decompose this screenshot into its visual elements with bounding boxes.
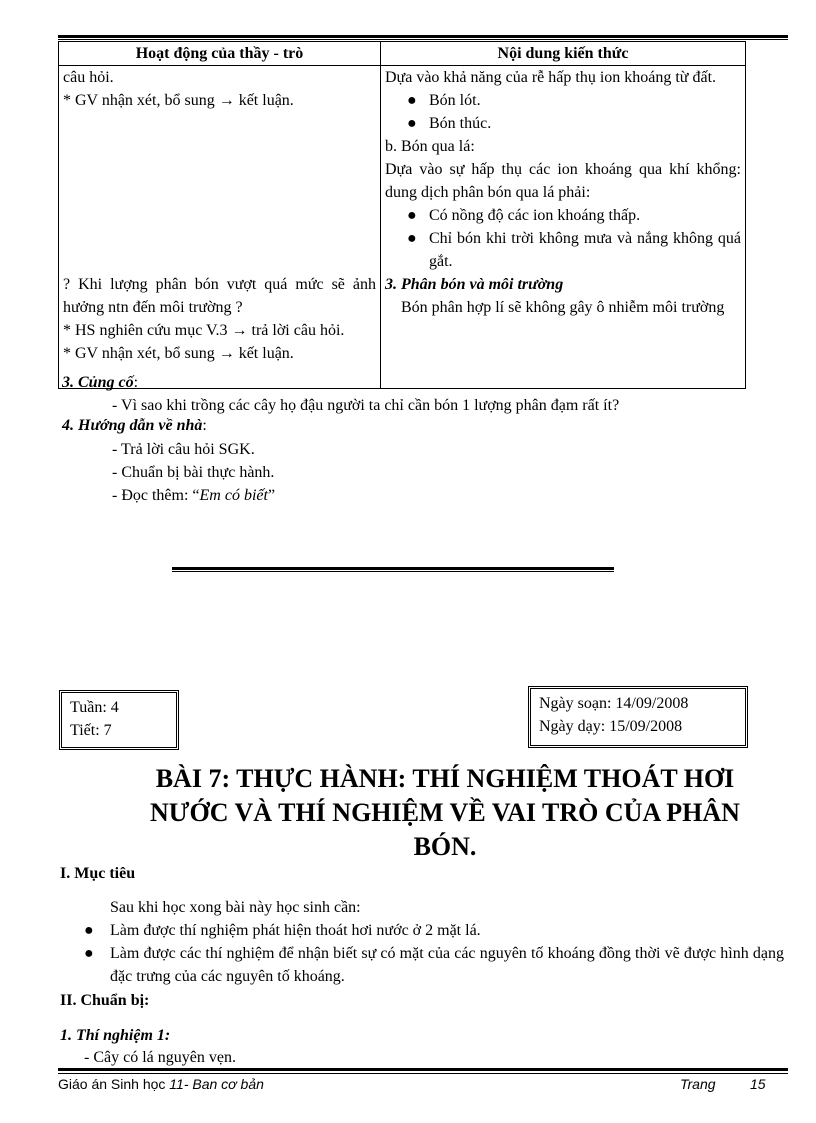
huong-dan-item: - Chuẩn bị bài thực hành.: [112, 464, 275, 481]
left-line: ? Khi lượng phân bón vượt quá mức sẽ ảnh hưởng ntn đến môi trường ?: [63, 276, 376, 316]
bullet-item: ● Bón thúc.: [385, 112, 741, 135]
section-divider: [172, 567, 614, 570]
material-item: - Cây có lá nguyên vẹn.: [84, 1049, 236, 1066]
section-heading: II. Chuẩn bị:: [60, 992, 150, 1009]
footer-left: Giáo án Sinh học 11- Ban cơ bản: [58, 1076, 264, 1092]
table-row: [59, 66, 746, 389]
week-box: [59, 690, 179, 750]
footer-page-number: 15: [750, 1076, 766, 1092]
bullet-icon: ●: [407, 230, 417, 247]
experiment-heading: 1. Thí nghiệm 1:: [60, 1027, 171, 1044]
right-line: Dựa vào sự hấp thụ các ion khoáng qua khí khổng: dung dịch phân bón qua lá phải:: [385, 161, 741, 201]
left-line: * GV nhận xét, bổ sung → kết luận.: [63, 92, 294, 109]
right-line: Bón phân hợp lí sẽ không gây ô nhiễm môi trường: [401, 299, 725, 316]
cung-co-heading: 3. Củng cố:: [62, 374, 139, 391]
content-cell: [381, 66, 746, 389]
bullet-item: ● Chỉ bón khi trời không mưa và nắng không quá gắt.: [385, 227, 741, 273]
section-divider-thin: [172, 571, 614, 572]
section-heading: I. Mục tiêu: [60, 865, 136, 882]
left-line: câu hỏi.: [63, 69, 114, 86]
footer-rule-thin: [58, 1073, 788, 1074]
title-line: BÀI 7: THỰC HÀNH: THÍ NGHIỆM THOÁT HƠI: [155, 764, 735, 793]
huong-dan-heading: 4. Hướng dẫn về nhà:: [62, 417, 207, 434]
huong-dan-item: - Đọc thêm: “Em có biết”: [112, 487, 276, 504]
cung-co-item: - Vì sao khi trồng các cây họ đậu người ta chỉ cần bón 1 lượng phân đạm rất ít?: [112, 397, 620, 414]
bullet-icon: ●: [407, 92, 417, 109]
bullet-icon: ●: [407, 115, 417, 132]
bullet-item: ● Bón lót.: [385, 89, 741, 112]
bullet-icon: ●: [84, 922, 94, 939]
header-content: Nội dung kiến thức: [381, 42, 746, 66]
left-line: * HS nghiên cứu mục V.3 → trả lời câu hỏi.: [63, 322, 345, 339]
title-line: NƯỚC VÀ THÍ NGHIỆM VỀ VAI TRÒ CỦA PHÂN: [150, 798, 740, 827]
objective-item: ● Làm được các thí nghiệm để nhận biết sự có mặt của các nguyên tố khoáng đồng thời vẽ được hình dạng đặc trưng của các nguyên tố khoáng.: [84, 942, 784, 988]
footer-rule: [58, 1068, 788, 1071]
lesson-table: [58, 41, 746, 389]
subheading: 3. Phân bón và môi trường: [385, 276, 564, 293]
section-intro: Sau khi học xong bài này học sinh cần:: [110, 899, 361, 916]
footer-page-label: Trang: [680, 1076, 716, 1092]
right-line: Dựa vào khả năng của rễ hấp thụ ion khoáng từ đất.: [385, 69, 717, 86]
right-line: b. Bón qua lá:: [385, 138, 475, 155]
period-label: Tiết: 7: [70, 722, 112, 739]
left-lower-block: [63, 273, 376, 365]
header-activities: Hoạt động của thầy - trò: [59, 42, 381, 66]
objective-item: ● Làm được thí nghiệm phát hiện thoát hơi nước ở 2 mặt lá.: [84, 919, 784, 942]
activities-cell: [59, 66, 381, 389]
lesson-title: [100, 762, 790, 864]
prep-date: Ngày soạn: 14/09/2008: [539, 695, 689, 712]
bullet-icon: ●: [84, 945, 94, 962]
left-line: * GV nhận xét, bổ sung → kết luận.: [63, 345, 294, 362]
date-box: [528, 686, 748, 748]
table-header-row: [59, 42, 746, 66]
huong-dan-item: - Trả lời câu hỏi SGK.: [112, 441, 255, 458]
bullet-icon: ●: [407, 207, 417, 224]
top-rule-thin: [58, 39, 788, 40]
bullet-item: ● Có nồng độ các ion khoáng thấp.: [385, 204, 741, 227]
week-label: Tuần: 4: [70, 699, 119, 716]
top-rule: [58, 35, 788, 38]
teach-date: Ngày dạy: 15/09/2008: [539, 718, 683, 735]
title-line: BÓN.: [413, 832, 477, 861]
